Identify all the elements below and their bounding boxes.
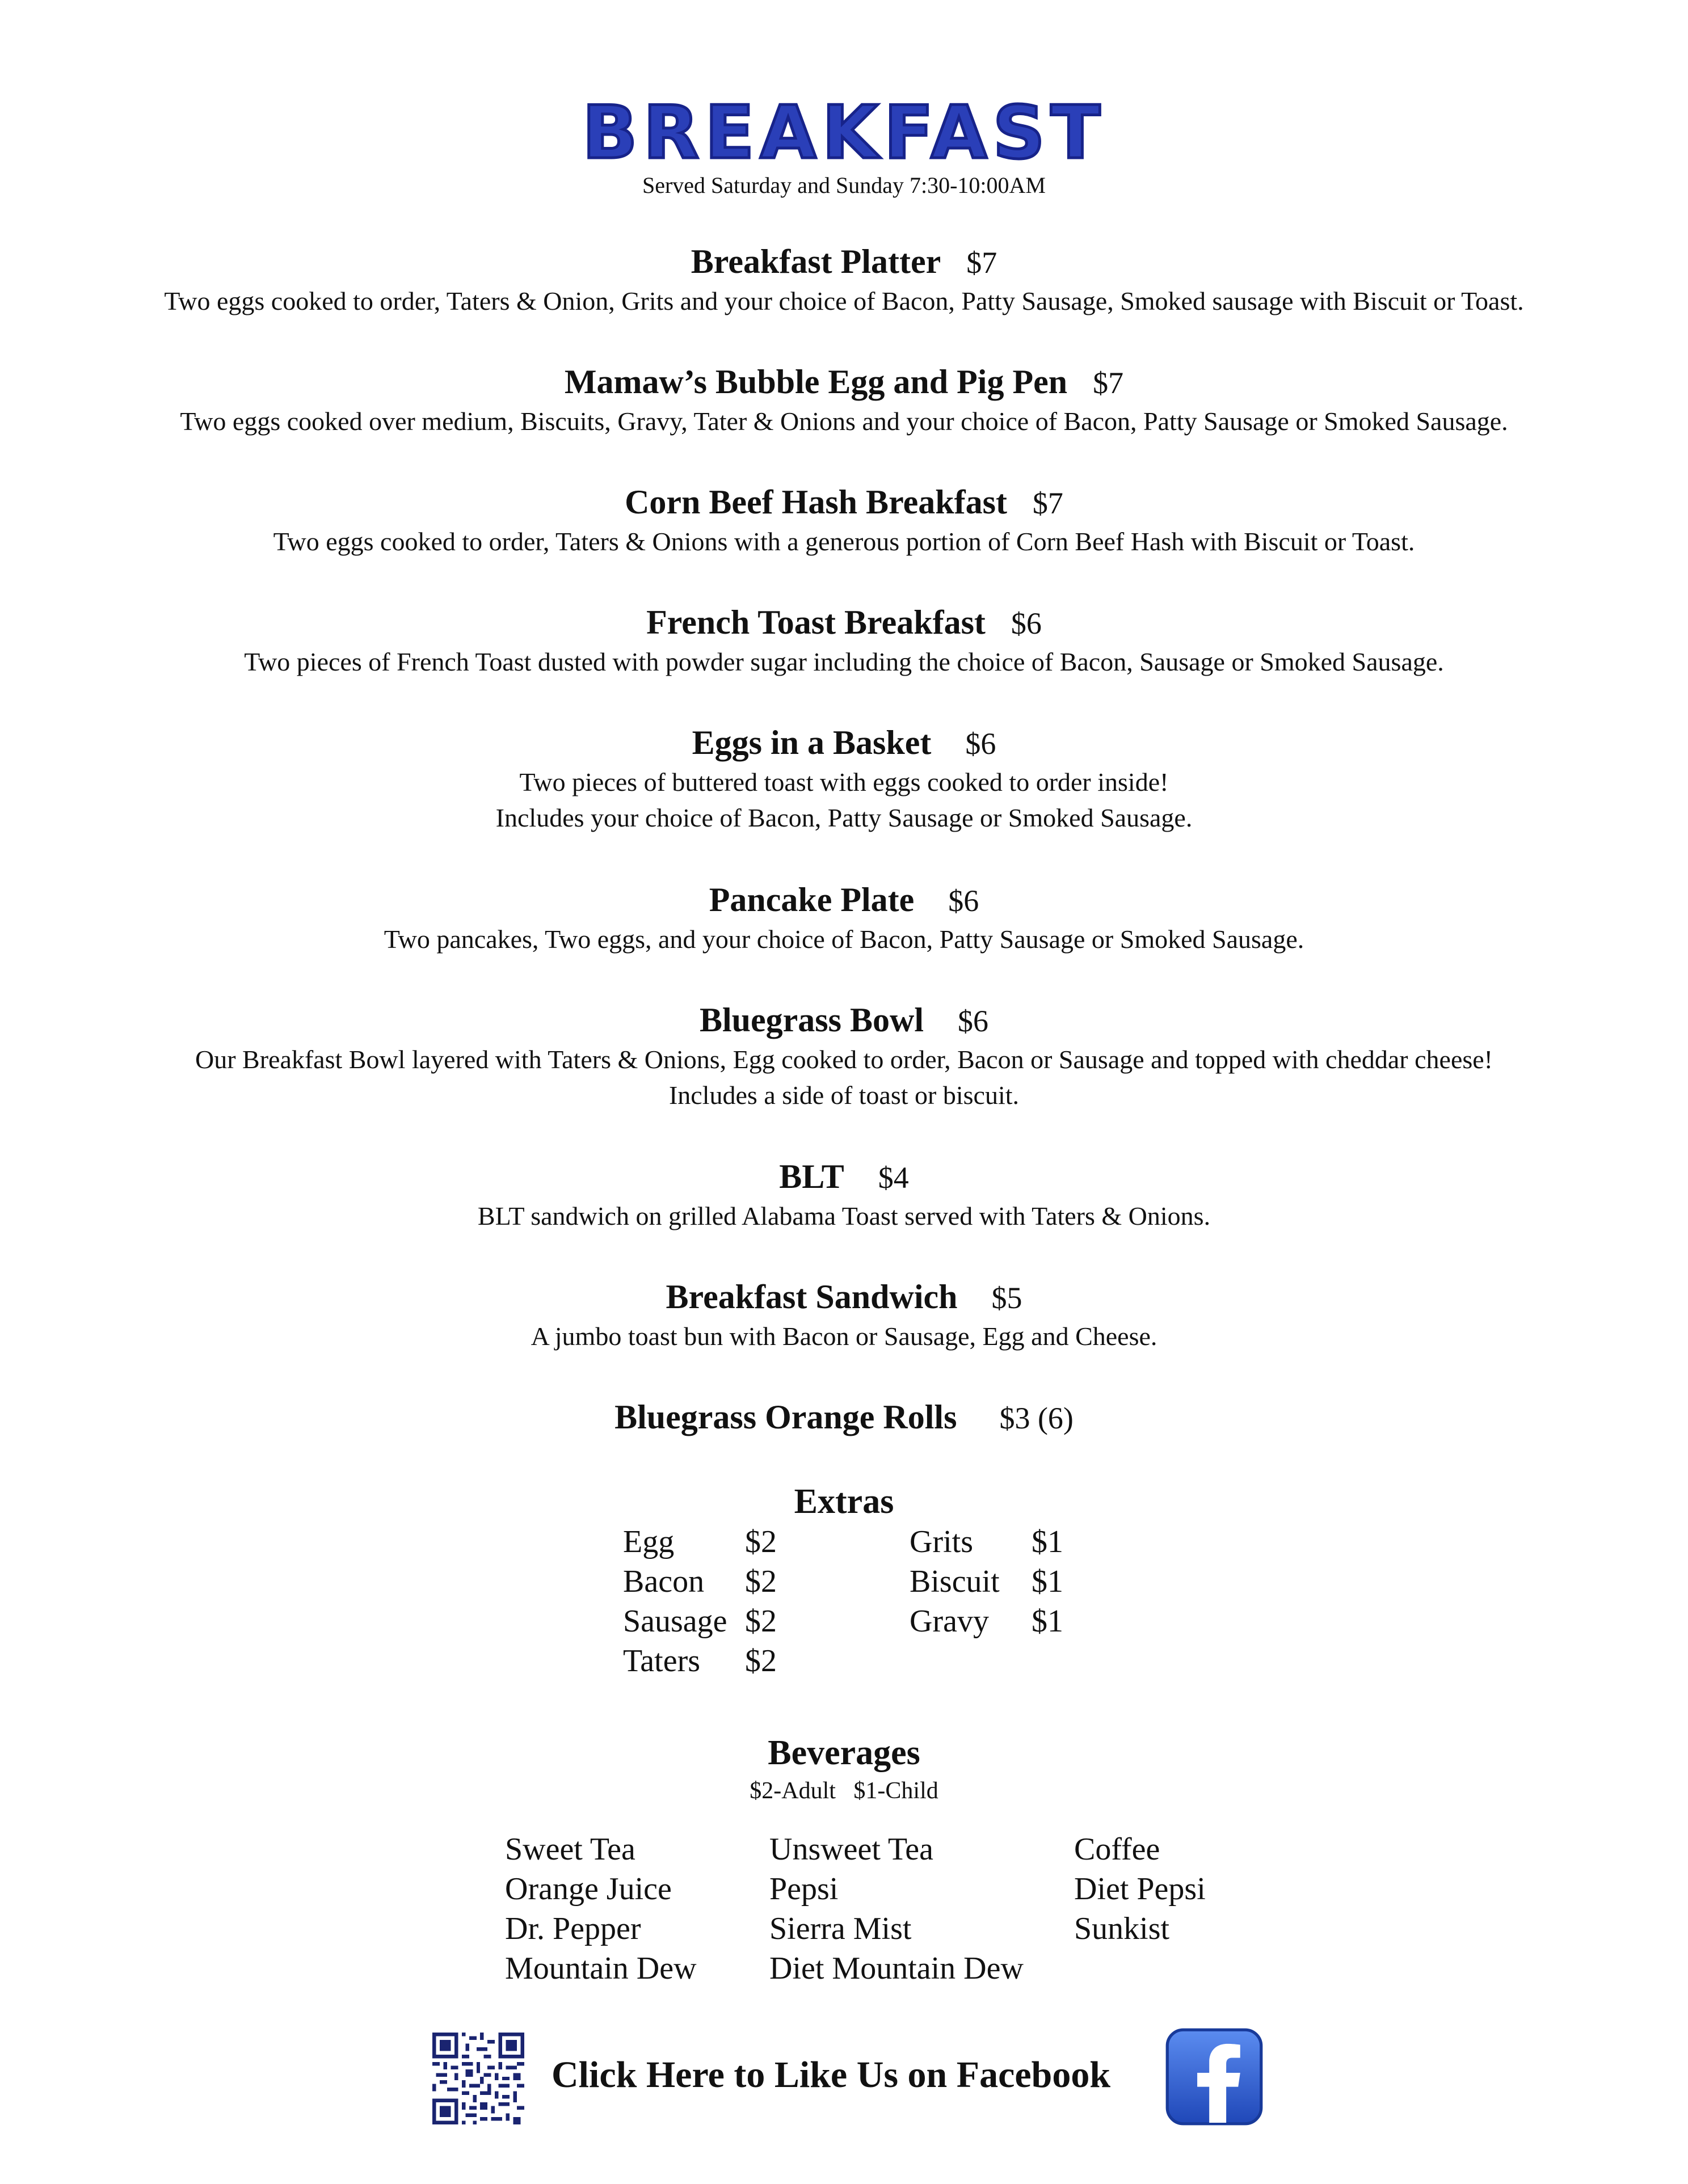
item-name: Breakfast Platter (691, 243, 941, 280)
page-title: BREAKFAST (582, 91, 1106, 175)
extras-row (623, 1522, 777, 1562)
menu-item (0, 482, 1688, 559)
beverage-item: Coffee (1074, 1832, 1160, 1867)
item-price: $4 (878, 1161, 909, 1195)
extra-price: $2 (745, 1604, 777, 1639)
item-description: Our Breakfast Bowl layered with Taters & Onions, Egg cooked to order, Bacon or Sausage and topped with cheddar cheese! (195, 1045, 1493, 1074)
menu-item (0, 879, 1688, 957)
item-price: $7 (1093, 366, 1124, 400)
item-name: Eggs in a Basket (692, 724, 932, 761)
extra-price: $2 (745, 1564, 777, 1599)
beverage-item: Unsweet Tea (769, 1832, 933, 1867)
menu-item (0, 1397, 1688, 1439)
item-description: Two eggs cooked over medium, Biscuits, Gravy, Tater & Onions and your choice of Bacon, Patty Sausage or Smoked Sausage. (180, 407, 1508, 436)
extra-label: Gravy (910, 1604, 989, 1639)
beverage-pricing: $2-Adult $1-Child (750, 1778, 938, 1804)
beverage-item: Pepsi (769, 1871, 839, 1907)
extra-price: $1 (1032, 1524, 1063, 1559)
menu-item (0, 602, 1688, 680)
beverage-column-2 (769, 1829, 1024, 1988)
item-description: Includes a side of toast or biscuit. (668, 1081, 1020, 1110)
beverage-item: Sunkist (1074, 1911, 1170, 1946)
beverage-item: Dr. Pepper (505, 1911, 641, 1946)
extras-row (623, 1641, 777, 1681)
item-price: $7 (966, 246, 997, 280)
item-price: $7 (1032, 486, 1063, 520)
item-description: Two eggs cooked to order, Taters & Onion, Grits and your choice of Bacon, Patty Sausage, Smoked sausage with Biscuit or Toast. (164, 286, 1524, 315)
item-name: Mamaw’s Bubble Egg and Pig Pen (564, 363, 1068, 400)
item-description: Two pieces of French Toast dusted with powder sugar including the choice of Bacon, Sausage or Smoked Sausage. (244, 647, 1444, 676)
beverage-item: Mountain Dew (505, 1951, 697, 1986)
item-name: Breakfast Sandwich (666, 1278, 958, 1316)
item-price: $6 (948, 884, 979, 918)
menu-item (0, 361, 1688, 439)
item-name: French Toast Breakfast (646, 604, 986, 641)
item-description: Two eggs cooked to order, Taters & Onions with a generous portion of Corn Beef Hash with Biscuit or Toast. (273, 527, 1415, 556)
item-description: Two pancakes, Two eggs, and your choice of Bacon, Patty Sausage or Smoked Sausage. (384, 925, 1304, 954)
menu-item (0, 1156, 1688, 1234)
beverages-title: Beverages (768, 1734, 920, 1772)
item-price: $5 (991, 1281, 1022, 1315)
beverage-item: Diet Mountain Dew (769, 1951, 1024, 1986)
beverage-column-1 (505, 1829, 697, 1988)
beverage-column-3 (1074, 1829, 1206, 1949)
beverage-item: Sierra Mist (769, 1911, 912, 1946)
extra-label: Taters (623, 1643, 701, 1679)
item-price: $6 (1011, 606, 1042, 640)
item-name: BLT (779, 1158, 844, 1195)
beverage-item: Diet Pepsi (1074, 1871, 1206, 1907)
extra-label: Sausage (623, 1604, 727, 1639)
facebook-icon[interactable] (1164, 2027, 1264, 2127)
item-name: Pancake Plate (709, 881, 915, 918)
item-name: Corn Beef Hash Breakfast (625, 483, 1007, 521)
extras-row (910, 1522, 1063, 1562)
menu-item (0, 1000, 1688, 1113)
item-description: Includes your choice of Bacon, Patty Sausage or Smoked Sausage. (495, 803, 1193, 832)
facebook-link[interactable]: Click Here to Like Us on Facebook (552, 2054, 1111, 2096)
extras-row (623, 1601, 777, 1641)
item-description: BLT sandwich on grilled Alabama Toast served with Taters & Onions. (477, 1201, 1211, 1230)
extra-label: Biscuit (910, 1564, 1000, 1599)
qr-code-icon[interactable] (432, 2033, 524, 2124)
menu-item (0, 722, 1688, 836)
extra-label: Egg (623, 1524, 675, 1559)
beverage-item: Orange Juice (505, 1871, 672, 1907)
item-description: A jumbo toast bun with Bacon or Sausage, Egg and Cheese. (531, 1322, 1157, 1351)
beverage-item: Sweet Tea (505, 1832, 635, 1867)
item-name: Bluegrass Bowl (699, 1001, 924, 1039)
item-name: Bluegrass Orange Rolls (614, 1398, 957, 1436)
extra-label: Bacon (623, 1564, 705, 1599)
extras-list-right (910, 1522, 1063, 1641)
item-description: Two pieces of buttered toast with eggs cooked to order inside! (519, 768, 1169, 796)
extra-price: $1 (1032, 1604, 1063, 1639)
extra-price: $1 (1032, 1564, 1063, 1599)
service-hours: Served Saturday and Sunday 7:30-10:00AM (642, 172, 1046, 198)
extra-price: $2 (745, 1643, 777, 1679)
extras-list-left (623, 1522, 777, 1681)
extras-row (910, 1562, 1063, 1601)
extra-label: Grits (910, 1524, 973, 1559)
extras-row (910, 1601, 1063, 1641)
menu-item (0, 1276, 1688, 1354)
item-price: $6 (958, 1004, 989, 1038)
extra-price: $2 (745, 1524, 777, 1559)
extras-row (623, 1562, 777, 1601)
item-price: $6 (965, 727, 996, 761)
menu-item (0, 241, 1688, 319)
extras-title: Extras (794, 1482, 894, 1521)
item-price: $3 (6) (999, 1401, 1074, 1435)
